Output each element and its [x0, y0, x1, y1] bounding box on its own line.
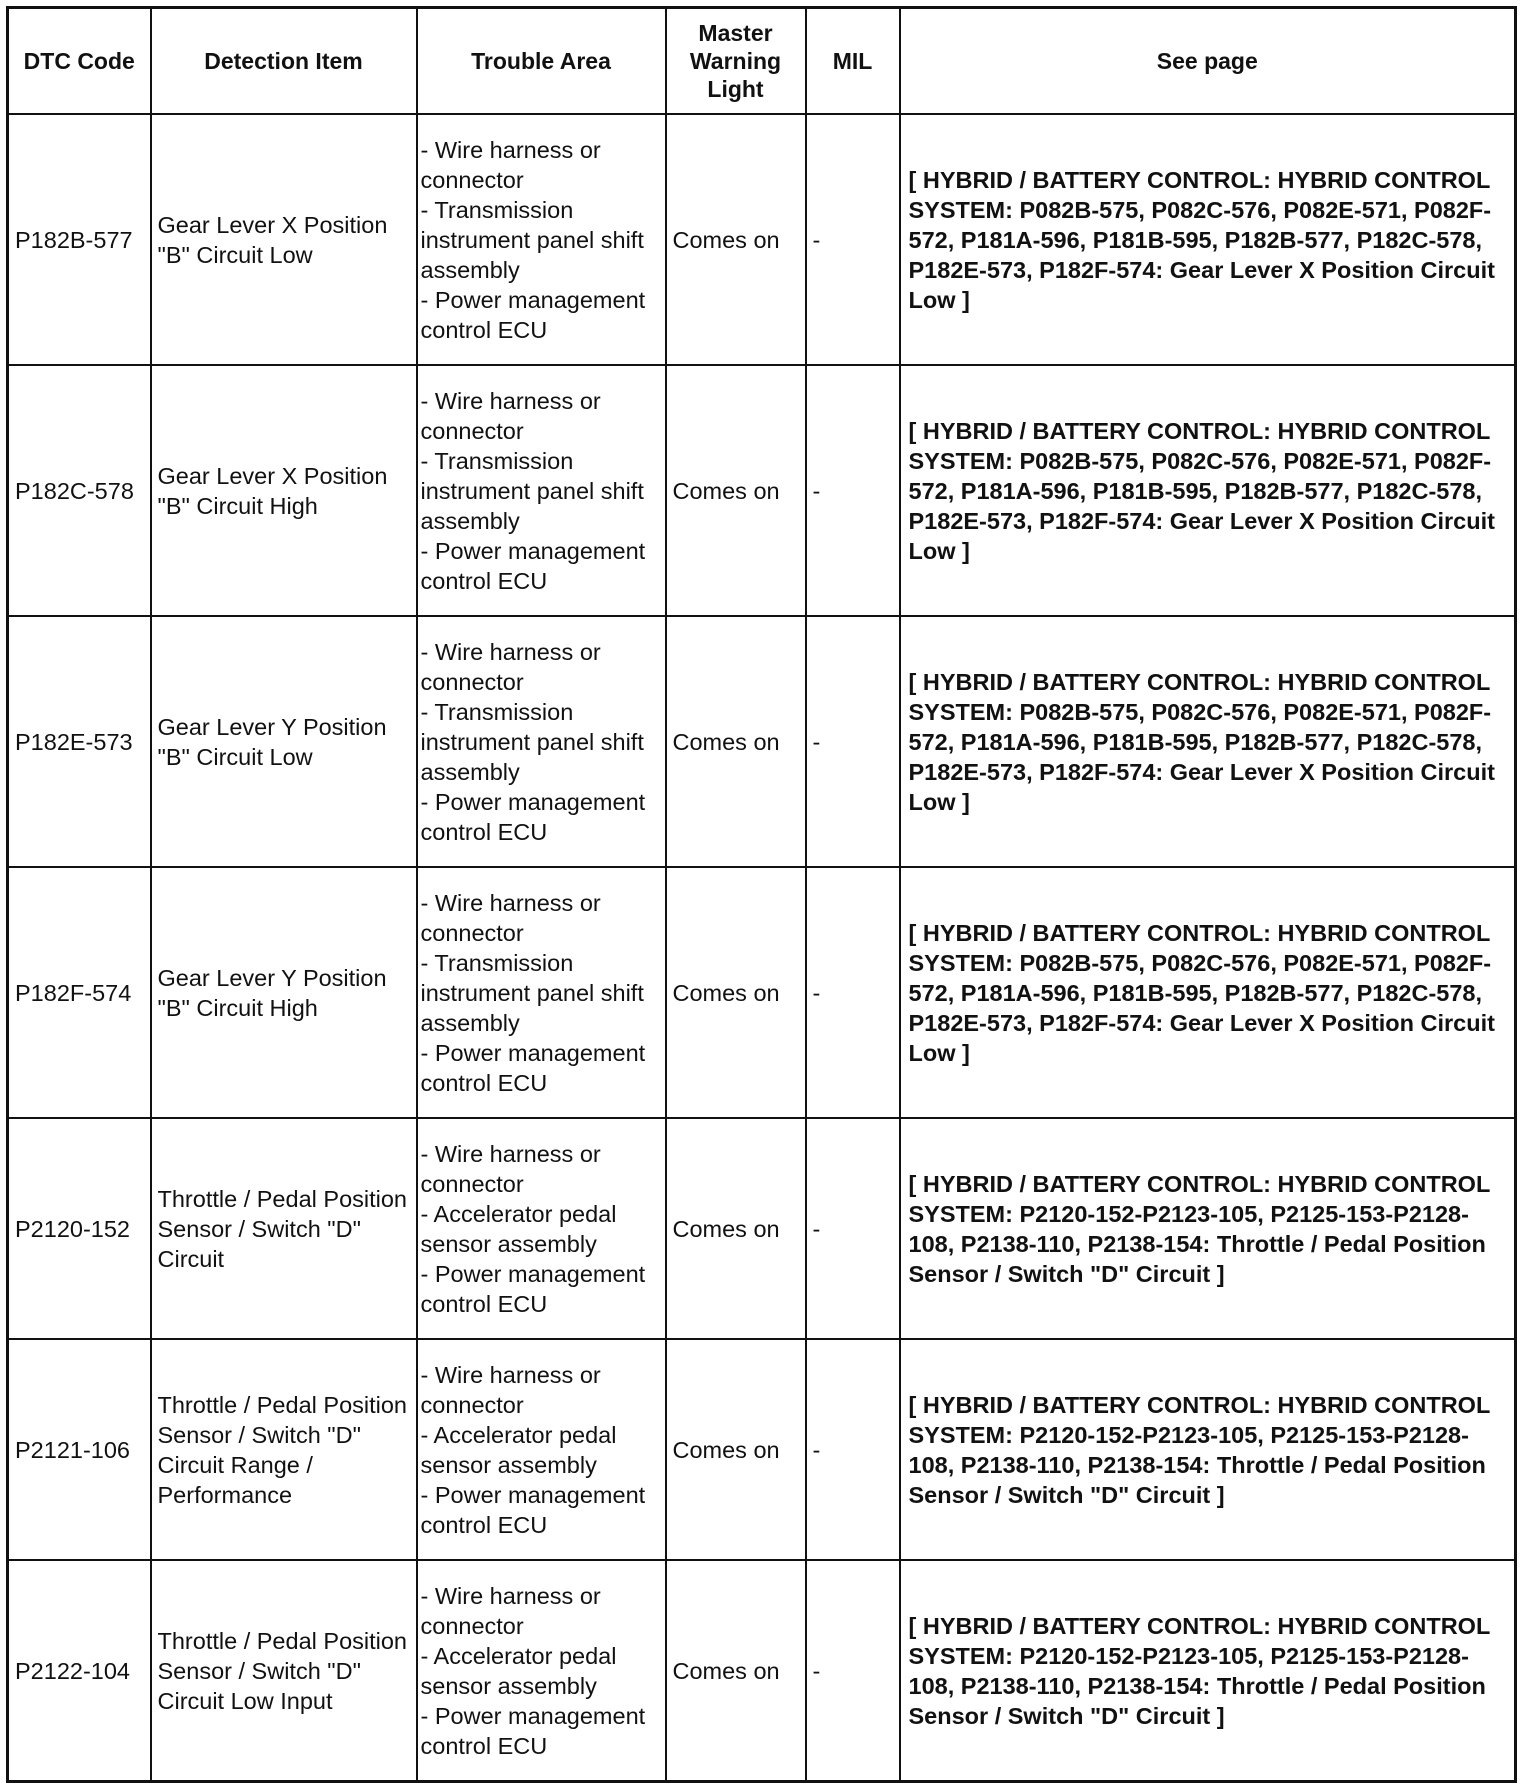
trouble-area-line: - Power management control ECU	[420, 1702, 646, 1759]
table-row	[8, 867, 1516, 1118]
master-warning-light-cell: Comes on	[666, 867, 806, 1118]
trouble-area-cell	[417, 1339, 666, 1560]
table-row	[8, 616, 1516, 867]
see-page-link[interactable]: [ HYBRID / BATTERY CONTROL: HYBRID CONTROL SYSTEM: P082B-575, P082C-576, P082E-571, P082F-572, P181A-596, P181B-595, P182B-577, P182C-578, P182E-573, P182F-574: Gear Lever X Position Circuit Low ]	[900, 114, 1516, 365]
detection-item-cell: Gear Lever X Position "B" Circuit Low	[151, 114, 417, 365]
trouble-area-line: - Power management control ECU	[420, 537, 646, 594]
trouble-area-line: - Transmission instrument panel shift assembly	[420, 698, 644, 785]
master-warning-light-cell: Comes on	[666, 616, 806, 867]
trouble-area-line: - Wire harness or connector	[420, 136, 601, 193]
trouble-area-line: - Power management control ECU	[420, 1481, 646, 1538]
trouble-area-line: - Power management control ECU	[420, 286, 646, 343]
dtc-code-cell: P2122-104	[8, 1560, 151, 1782]
dtc-code-cell: P182C-578	[8, 365, 151, 616]
header-detection-item: Detection Item	[151, 8, 417, 115]
header-mil: MIL	[806, 8, 900, 115]
mil-cell: -	[806, 1339, 900, 1560]
trouble-area-line: - Accelerator pedal sensor assembly	[420, 1642, 617, 1699]
trouble-area-line: - Wire harness or connector	[420, 638, 601, 695]
see-page-link[interactable]: [ HYBRID / BATTERY CONTROL: HYBRID CONTROL SYSTEM: P2120-152-P2123-105, P2125-153-P2128-108, P2138-110, P2138-154: Throttle / Pedal Position Sensor / Switch "D" Circuit ]	[900, 1560, 1516, 1782]
trouble-area-line: - Wire harness or connector	[420, 387, 601, 444]
master-warning-light-cell: Comes on	[666, 114, 806, 365]
master-warning-light-cell: Comes on	[666, 1560, 806, 1782]
trouble-area-line: - Transmission instrument panel shift assembly	[420, 949, 644, 1036]
table-row	[8, 1560, 1516, 1782]
mil-cell: -	[806, 114, 900, 365]
trouble-area-line: - Accelerator pedal sensor assembly	[420, 1200, 617, 1257]
header-dtc-code: DTC Code	[8, 8, 151, 115]
table-row	[8, 1339, 1516, 1560]
mil-cell: -	[806, 867, 900, 1118]
header-see-page: See page	[900, 8, 1516, 115]
trouble-area-line: - Power management control ECU	[420, 1260, 646, 1317]
master-warning-light-cell: Comes on	[666, 365, 806, 616]
dtc-code-cell: P182F-574	[8, 867, 151, 1118]
detection-item-cell: Throttle / Pedal Position Sensor / Switch "D" Circuit	[151, 1118, 417, 1339]
trouble-area-line: - Power management control ECU	[420, 788, 646, 845]
trouble-area-line: - Wire harness or connector	[420, 889, 601, 946]
see-page-link[interactable]: [ HYBRID / BATTERY CONTROL: HYBRID CONTROL SYSTEM: P082B-575, P082C-576, P082E-571, P082F-572, P181A-596, P181B-595, P182B-577, P182C-578, P182E-573, P182F-574: Gear Lever X Position Circuit Low ]	[900, 867, 1516, 1118]
mil-cell: -	[806, 1118, 900, 1339]
master-warning-light-cell: Comes on	[666, 1118, 806, 1339]
see-page-link[interactable]: [ HYBRID / BATTERY CONTROL: HYBRID CONTROL SYSTEM: P082B-575, P082C-576, P082E-571, P082F-572, P181A-596, P181B-595, P182B-577, P182C-578, P182E-573, P182F-574: Gear Lever X Position Circuit Low ]	[900, 616, 1516, 867]
detection-item-cell: Gear Lever Y Position "B" Circuit High	[151, 867, 417, 1118]
see-page-link[interactable]: [ HYBRID / BATTERY CONTROL: HYBRID CONTROL SYSTEM: P2120-152-P2123-105, P2125-153-P2128-108, P2138-110, P2138-154: Throttle / Pedal Position Sensor / Switch "D" Circuit ]	[900, 1339, 1516, 1560]
header-master-warning-light: Master Warning Light	[666, 8, 806, 115]
dtc-table	[6, 6, 1517, 1783]
master-warning-light-cell: Comes on	[666, 1339, 806, 1560]
trouble-area-cell	[417, 1118, 666, 1339]
trouble-area-cell	[417, 1560, 666, 1782]
trouble-area-cell	[417, 365, 666, 616]
trouble-area-line: - Wire harness or connector	[420, 1361, 601, 1418]
table-header-row	[8, 8, 1516, 115]
header-trouble-area: Trouble Area	[417, 8, 666, 115]
table-row	[8, 365, 1516, 616]
trouble-area-line: - Transmission instrument panel shift assembly	[420, 196, 644, 283]
trouble-area-line: - Power management control ECU	[420, 1039, 646, 1096]
trouble-area-cell	[417, 867, 666, 1118]
detection-item-cell: Gear Lever Y Position "B" Circuit Low	[151, 616, 417, 867]
trouble-area-line: - Wire harness or connector	[420, 1140, 601, 1197]
see-page-link[interactable]: [ HYBRID / BATTERY CONTROL: HYBRID CONTROL SYSTEM: P2120-152-P2123-105, P2125-153-P2128-108, P2138-110, P2138-154: Throttle / Pedal Position Sensor / Switch "D" Circuit ]	[900, 1118, 1516, 1339]
trouble-area-line: - Wire harness or connector	[420, 1582, 601, 1639]
table-row	[8, 114, 1516, 365]
detection-item-cell: Gear Lever X Position "B" Circuit High	[151, 365, 417, 616]
mil-cell: -	[806, 1560, 900, 1782]
dtc-code-cell: P182E-573	[8, 616, 151, 867]
dtc-code-cell: P182B-577	[8, 114, 151, 365]
trouble-area-cell	[417, 114, 666, 365]
detection-item-cell: Throttle / Pedal Position Sensor / Switch "D" Circuit Range / Performance	[151, 1339, 417, 1560]
table-row	[8, 1118, 1516, 1339]
mil-cell: -	[806, 616, 900, 867]
dtc-code-cell: P2120-152	[8, 1118, 151, 1339]
trouble-area-cell	[417, 616, 666, 867]
trouble-area-line: - Accelerator pedal sensor assembly	[420, 1421, 617, 1478]
mil-cell: -	[806, 365, 900, 616]
see-page-link[interactable]: [ HYBRID / BATTERY CONTROL: HYBRID CONTROL SYSTEM: P082B-575, P082C-576, P082E-571, P082F-572, P181A-596, P181B-595, P182B-577, P182C-578, P182E-573, P182F-574: Gear Lever X Position Circuit Low ]	[900, 365, 1516, 616]
dtc-code-cell: P2121-106	[8, 1339, 151, 1560]
trouble-area-line: - Transmission instrument panel shift assembly	[420, 447, 644, 534]
detection-item-cell: Throttle / Pedal Position Sensor / Switch "D" Circuit Low Input	[151, 1560, 417, 1782]
